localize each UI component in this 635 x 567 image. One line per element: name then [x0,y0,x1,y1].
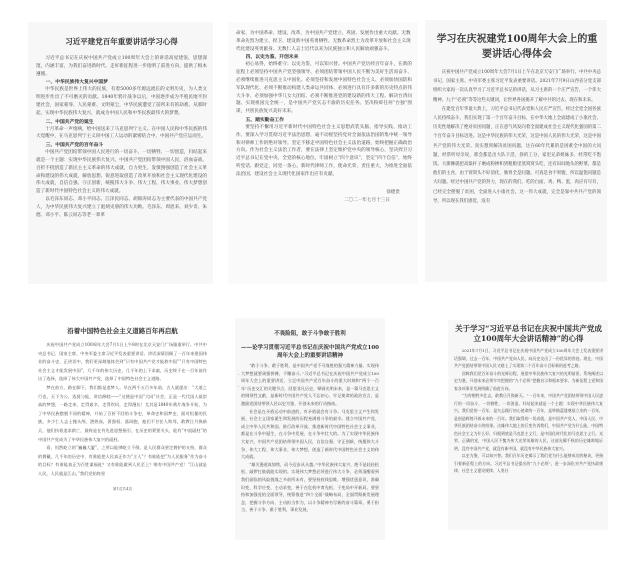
paragraph: 庆祝中国共产党成立100周年大会7月1日上午8时在北京天安门广场隆重举行。中共中央总书记、国家主席、中央军委主席习近平发表重要讲话。讲话深情回顾了一百年来建国伟业的奋斗史，正讲话中，我们更深刻地体会到“只有中国共产党才能救中国”“只有中国特色社会主义才能发展中国”，几千年的伟大历史，几千年的上下求索，历史终于在一百年前作出了选择，选择了伟大中国共产党，选择了中国特色社会主义道路。 [38,342,207,382]
paragraph: 初心易得，始终难守；以史为鉴，可以知兴替。中国共产党历经百年奋斗，在新的征程上必须坚持中国共产党坚强领导、必须团结带领中国人民不断为美好生活而奋斗、必须继续推进马克思主义中国化、必须坚持和发展中国特色社会主义、必须加快国防和军队现代化、必须不断推动构建人类命运共同体、必须进行具有许多新的历史特点的伟大斗争、必须加强中华儿女大团结、必须不断推进党的建设新的伟大工程。解决台湾问题、实现祖国完全统一，是中国共产党矢志不渝的历史任务。坚决粉碎任何“台独”图谋，共创民族复兴美好未来。 [236,62,412,115]
page-title: 不畏险阻，敢于斗争敢于胜利 [274,331,346,337]
author-signature: 徐德贵 [386,189,400,195]
paragraph: “为有牺牲多壮志，敢教日月换新天。”一百年来，中国共产党团结带领中国人民进行的一切奋斗、一切牺牲、一切创造，归结起来就是一个主题：实现中华民族伟大复兴。我们党的一百年，是矢志践行初心使命的一百年，是筚路蓝缕奠基立业的一百年，是创造辉煌开辟未来的一百年。我们取得的一切成就，是中国共产党人、中国人民、中华民族团结奋斗的结果。这雄伟大地上的巨变告诉我们，中国共产党为什么能，中国特色社会主义为什么好，归根到底是马克思主义行，是中国化时代化的马克思主义行。光荣、正确的党，中国人民不愧为伟大光荣英雄的人民。这部光耀千秋的历史雄辩地证明，没有中国共产党，就没有新中国，就没有中华民族伟大复兴。 [454,393,603,451]
document-page-6 [448,320,608,530]
paragraph: 中华民族是世界上伟大的民族，有着5000多年源远流长的文明历史，为人类文明进步作出了不可磨灭的贡献。1840年鸦片战争以后，中国逐步成为半殖民地半封建社会，国家蒙辱、人民蒙难、文明蒙尘，中华民族遭受了前所未有的劫难。从那时起，实现中华民族伟大复兴，就成为中国人民和中华民族最伟大的梦想。 [36,87,207,116]
paragraph: “雄关漫道真如铁，而今迈步从头越。”中华民族伟大复兴，绝不是轻轻松松、敲锣打鼓就能实现的。实现伟大梦想必须进行伟大斗争，必须清醒看到我们面临的风险挑战之多前所未有，要坚持底线思维，增强忧患意识，准确识变、科学应变、主动求变，善于在危机中育先机、于变局中开新局。要坚持和加强党的全面领导，统筹推进“四个全面”战略布局，全面贯彻新发展理念，把握斗争方向、主动担当作为，以斗争精神书写新的奋斗篇章，勇于担当、善于斗争、敢于胜利，事业发展。 [241,461,379,513]
paragraph-continued: 命家，为中国革命、建设、改革，为中国共产党建立、巩固、发展作出重大贡献。无数革命先烈为建立、捍卫、建设新中国英勇牺牲。无数革命烈士为改革开放和社会主义现代化建设英勇献身。无数仁人志士近代以来为民族独立和人民解放顽强奋斗。 [236,31,411,52]
section-heading: 二、中国共产党的诞生 [45,118,94,125]
document-page-5 [235,318,385,540]
document-page-3 [425,20,607,282]
document-page-4 [30,300,215,555]
paragraph: 习近平总书记在庆祝中国共产党成立100周年大会上的讲话高屋建瓴、思想深邃，内涵丰富，为我们奋进新时代、走好新征程进一步指明了前进方向、提供了根本遵循。 [36,56,207,77]
document-page-1 [28,22,213,284]
section-heading: 一、中华民族伟大复兴中国梦 [45,79,108,86]
paragraph: 中国共产党团结带领中国人民进行的一切奋斗、一切牺牲、一切创造，归结起来就是一个主题：实现中华民族伟大复兴。中国共产党团结带领中国人民，浴血奋战、百折不挠创造了新民主主义革命的伟大成就，自力更生、发愤图强创造了社会主义革命和建设的伟大成就，解放思想、锐意进取创造了改革开放和社会主义现代化建设的伟大成就，自信自强、守正创新，统揽伟大斗争、伟大工程、伟大事业、伟大梦想创造了新时代中国特色社会主义的伟大成就。 [36,150,207,195]
paragraph: 以毛泽东同志、邓小平同志、江泽民同志、胡锦涛同志为主要代表的中国共产党人，为中华民族伟大复兴建立了彪炳史册的伟大功勋。毛泽东、周恩来、刘少奇、朱德、邓小平、陈云同志等老一辈革 [36,196,207,218]
paragraph: 十月革命一声炮响，给中国送来了马克思列宁主义。在中国人民和中华民族的伟大觉醒中，在马克思列宁主义同中国工人运动的紧密结合中，中国共产党应运而生。 [36,126,207,140]
section-heading: 四、以史为鉴、开创未来 [245,54,299,61]
paragraph: 庆祝中国共产党成立100周年大会7月1日上午在北京天安门广场举行。中共中央总书记、国家主席、中央军委主席习近平发表重要讲话。2021年7月9日山西省分党支部组织大家再一次认真学习了习近平总书记的讲话，从习主席的一个庄严宣告、一个伟大精神、九个“必须”等等这些关键词，让世界各国揭开了解中共的过去、现在和未来。 [433,70,601,103]
paragraph: 以史为鉴，可以知兴替。我们百年历史揭示了我们党为什么能够成功的秘诀，更指引着新征程上的方向。习近平总书记提出的“九个必须”，进一步深化对共产党执政规律、社会主义建设规律、人类社 [454,453,603,473]
page-title: 学习在庆祝建党100周年大会上的重要讲话心得体会 [436,34,598,60]
paragraph: “敢于斗争、敢于胜利，是中国共产党不可战胜的强大精神力量。实现伟大梦想就要顽强拼搏、不懈奋斗。”习近平总书记在庆祝中国共产党成立100周年大会上的重要讲话，立足中国共产党百年奋斗的重大时刻和“两个一百年”历史交汇的关键节点，回望非凡历史，擘画光明未来，是一篇马克思主义的纲领性文献，是新时代中国共产党人不忘初心、牢记使命的政治宣言，是激励党团结带领人民以史为鉴、开创未来的行动指南。 [241,363,379,406]
page-subtitle: ——论学习贯彻习近平总书记在庆祝中国共产党成立100周年大会上的重要讲话精神 [241,345,379,359]
scan-mark: · [238,372,240,378]
document-date: 二〇二一年七月十三日 [344,197,390,203]
paragraph: 梦在前方，路在脚下，我们都是追梦人。早在两千五百多年前，古人就提出：“大道之行也，天下为公，选贤与能，讲信修睦——”这便是中国“大同”社会，正是一代代国人最崇高的梦想，一路走来，走得艰辛，走得坎坷，走得漫长！尤其是1840年鸦片战争开始，为了中华民族摆脱不屈的精神，开始了百折不回的斗争史，革命史和国梦史，面对恒暴的民族，多少仁人志士抛头颅、洒热血，著强权、落同胞，他们不甘任人欺辱，敢教日月换新天，他们执着追求救亡，最终是在有先进思想指引，在历史的紧要关头，能有“中流砥柱”的中国共产党成为了中华民族伟大复兴的砥柱。 [38,384,207,442]
page-title: 习近平建党百年重要讲话学习心得 [65,37,178,46]
scan-mark: · [238,384,240,390]
paragraph: 2021年7月1日，习近平总书记在庆祝中国共产党成立100周年大会上发表重要讲话强调，过去一百年，中国共产党向人民、向历史交出了一份优异的答卷。现在，中国共产党团结带领中国人民又踏上了实现第二个百年奋斗目标新的赶考之路。 [454,348,603,368]
paragraph: 回眸我们党百年奋斗的光辉历程，展望中华民族伟大复兴的光明前景，系统阐述以史为鉴，开创未来必须牢牢把握的“九个必须”把握启示和根本要求，为新征程上党和国家各项事业发展明确了前进方向。 [454,370,603,391]
page-title: 关于学习“习近平总书记在庆祝中国共产党成立100周年大会讲话精神”的心得 [455,324,602,343]
paragraph: 要坚持不懈用习近平新时代中国特色社会主义思想武装头脑、指导实践、推动工作。要深入学习贯彻习近平法治思想，毫不动摇坚持党对全面依法治国的集中统一领导和对律师工作的绝对领导。坚定不移走中国特色社会主义法治道路，始终把握正确政治方向。作为社会主义法治工作者，要在法律上坚定维护党中央的领导核心，坚决捍卫习近平总书记在党中央、全党的核心地位。牢固树立“四个意识”，坚定“四个自信”，始终听党话、跟党走，同党一条心。新时代律师工作，使命光荣，责任重大，为推进全面依法治国、建设社会主义现代化国家作出应有贡献。 [236,124,412,177]
paragraph: 在建党百年华诞大典上，习近平总书记代表党和人民庄严宣告，经过全党全国各族人民持续奋斗，我们实现了第一个百年奋斗目标，在中华大地上全面建成了小康社会，历史性地解决了绝对贫困问题，正在意气风发向着全面建成社会主义现代化强国的第二个百年奋斗目标迈进。这是中华民族的伟大光荣，这是中国人民的伟大光荣，这是中国共产党的伟大光荣。真实想到解决贫困问题，这在60年代累的是困难全中国的大问题，经常听母亲说，那会都是出大队干活，挣的工分，家里兄弟姐妹多，经常吃不饱饭。大街摊就把高粱秆子磨成粉掺和到粗粮里蒸窝窝头吃，还有田间地头的野菜，都是他们的主食，由于窝窝头不好消化，肠胃全是问题。可真是食不果腹，所以温饱问题是大问题。经过中国共产党的努力，现在的我们，吃的白面，鸡、鸭、蛋，肉应有尽有，已经完全摆脱了贫困，全面进入小康社会。这一伟大成就，完全是靠中共共产党的领导，所以现在我们感觉，没有 [433,106,601,204]
section-heading: 三、中国共产党的百年奋斗 [45,142,104,149]
paragraph: 社会是在矛盾运动中前进的，有矛盾就会有斗争。马克思主义产生和发展、社会主义国家诞生和发展的历程充满着斗争的艰辛。建立中国共产党、成立中华人民共和国、推行改革开放、推进新时代中国特色社会主义事业，都是在斗争中诞生、在斗争中发展、在斗争中壮大的。为了实现中华民族伟大复兴，中国共产党团结带领中国人民，自信自强、守正创新，统揽伟大斗争、伟大工程、伟大事业、伟大梦想，创造了新时代中国特色社会主义的伟大成就。 [241,408,379,460]
page-title: 沿着中国特色社会主义道路百年再启航 [67,327,178,335]
paragraph: 看，岿然屹立的“巍巍大厦”，之所以能够屹立不倒，是人民群众坚定拥护的支持，群众的拥戴，几千年的历史中，有谁能把人民真正作为“主人”？有谁能把“为人民服务”作为奋斗的目标？有谁能真正为百姓谋福祉？又有谁能做到人民至上？唯有中国共产党！“江山就是人民，人民就是江山。”我们党始终坚 [38,445,207,476]
section-heading: 五、踏实勤奋工作 [245,116,284,123]
page-number: 第1页共4页 [113,486,132,491]
document-page-2 [228,22,418,284]
